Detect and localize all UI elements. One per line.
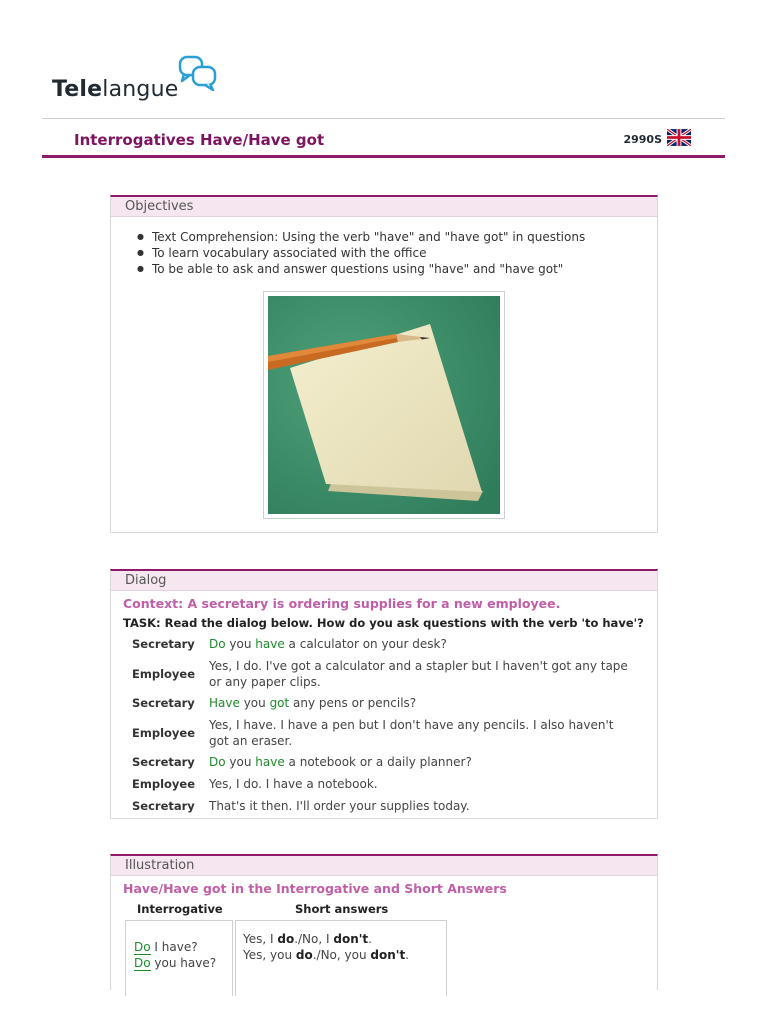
dialog-line: That's it then. I'll order your supplies today. <box>209 799 470 813</box>
answer-line: Yes, you do./No, you don't. <box>243 948 410 962</box>
speaker: Secretary <box>132 755 195 769</box>
page-title: Interrogatives Have/Have got <box>74 131 325 149</box>
dialog-heading: Dialog <box>111 571 657 591</box>
dialog-line: Have you got any pens or pencils? <box>209 696 417 710</box>
table-row <box>123 773 639 795</box>
dialog-section <box>110 569 658 819</box>
column-header-short-answers: Short answers <box>295 902 389 916</box>
illustration-heading: Illustration <box>111 856 657 876</box>
short-answers-cell <box>235 920 447 996</box>
list-item: ● To be able to ask and answer questions using "have" and "have got" <box>137 261 657 277</box>
logo-wordmark <box>52 77 178 102</box>
course-code: 2990S <box>623 133 662 146</box>
dialog-context: Context: A secretary is ordering supplies for a new employee. <box>123 596 561 611</box>
question-line: Do you have? <box>134 956 217 970</box>
interrogative-cell <box>125 920 233 996</box>
table-row <box>123 633 639 655</box>
speaker: Employee <box>132 777 196 791</box>
speaker: Secretary <box>132 696 195 710</box>
dialog-line: Yes, I do. I've got a calculator and a stapler but I haven't got any tape or any paper clips. <box>209 658 628 689</box>
question-line: Do I have? <box>134 940 198 954</box>
dialog-line: Do you have a calculator on your desk? <box>209 637 447 651</box>
list-item: ● To learn vocabulary associated with the office <box>137 245 657 261</box>
objectives-list <box>111 217 657 277</box>
list-item: ● Text Comprehension: Using the verb "have" and "have got" in questions <box>137 229 657 245</box>
notepad-photo-frame <box>263 291 505 519</box>
table-row <box>123 714 639 751</box>
table-row <box>123 692 639 714</box>
dialog-line: Yes, I have. I have a pen but I don't have any pencils. I also haven't got an eraser. <box>209 717 614 748</box>
objectives-heading: Objectives <box>111 197 657 217</box>
top-divider <box>42 118 725 119</box>
speaker: Secretary <box>132 799 195 813</box>
logo-bold: Tele <box>52 77 103 102</box>
title-bar <box>42 124 725 158</box>
table-row <box>123 795 639 817</box>
speech-bubbles-logo-icon <box>178 55 218 91</box>
column-header-interrogative: Interrogative <box>137 902 223 916</box>
speaker: Employee <box>132 666 196 681</box>
illustration-section <box>110 854 658 990</box>
uk-flag-icon[interactable] <box>667 129 691 146</box>
table-row <box>123 751 639 773</box>
objectives-section <box>110 195 658 533</box>
dialog-task: TASK: Read the dialog below. How do you ask questions with the verb 'to have'? <box>123 616 644 630</box>
dialog-line: Do you have a notebook or a daily planner? <box>209 755 472 769</box>
table-row <box>123 655 639 692</box>
dialog-line: Yes, I do. I have a notebook. <box>209 777 378 791</box>
speaker: Secretary <box>132 637 195 651</box>
dialog-table <box>123 633 639 817</box>
illustration-title: Have/Have got in the Interrogative and Short Answers <box>123 881 507 896</box>
telelangue-logo <box>52 55 232 105</box>
speaker: Employee <box>132 725 196 740</box>
notepad-pencil-photo <box>268 296 500 514</box>
answer-line: Yes, I do./No, I don't. <box>243 932 372 946</box>
logo-light: langue <box>102 77 179 102</box>
